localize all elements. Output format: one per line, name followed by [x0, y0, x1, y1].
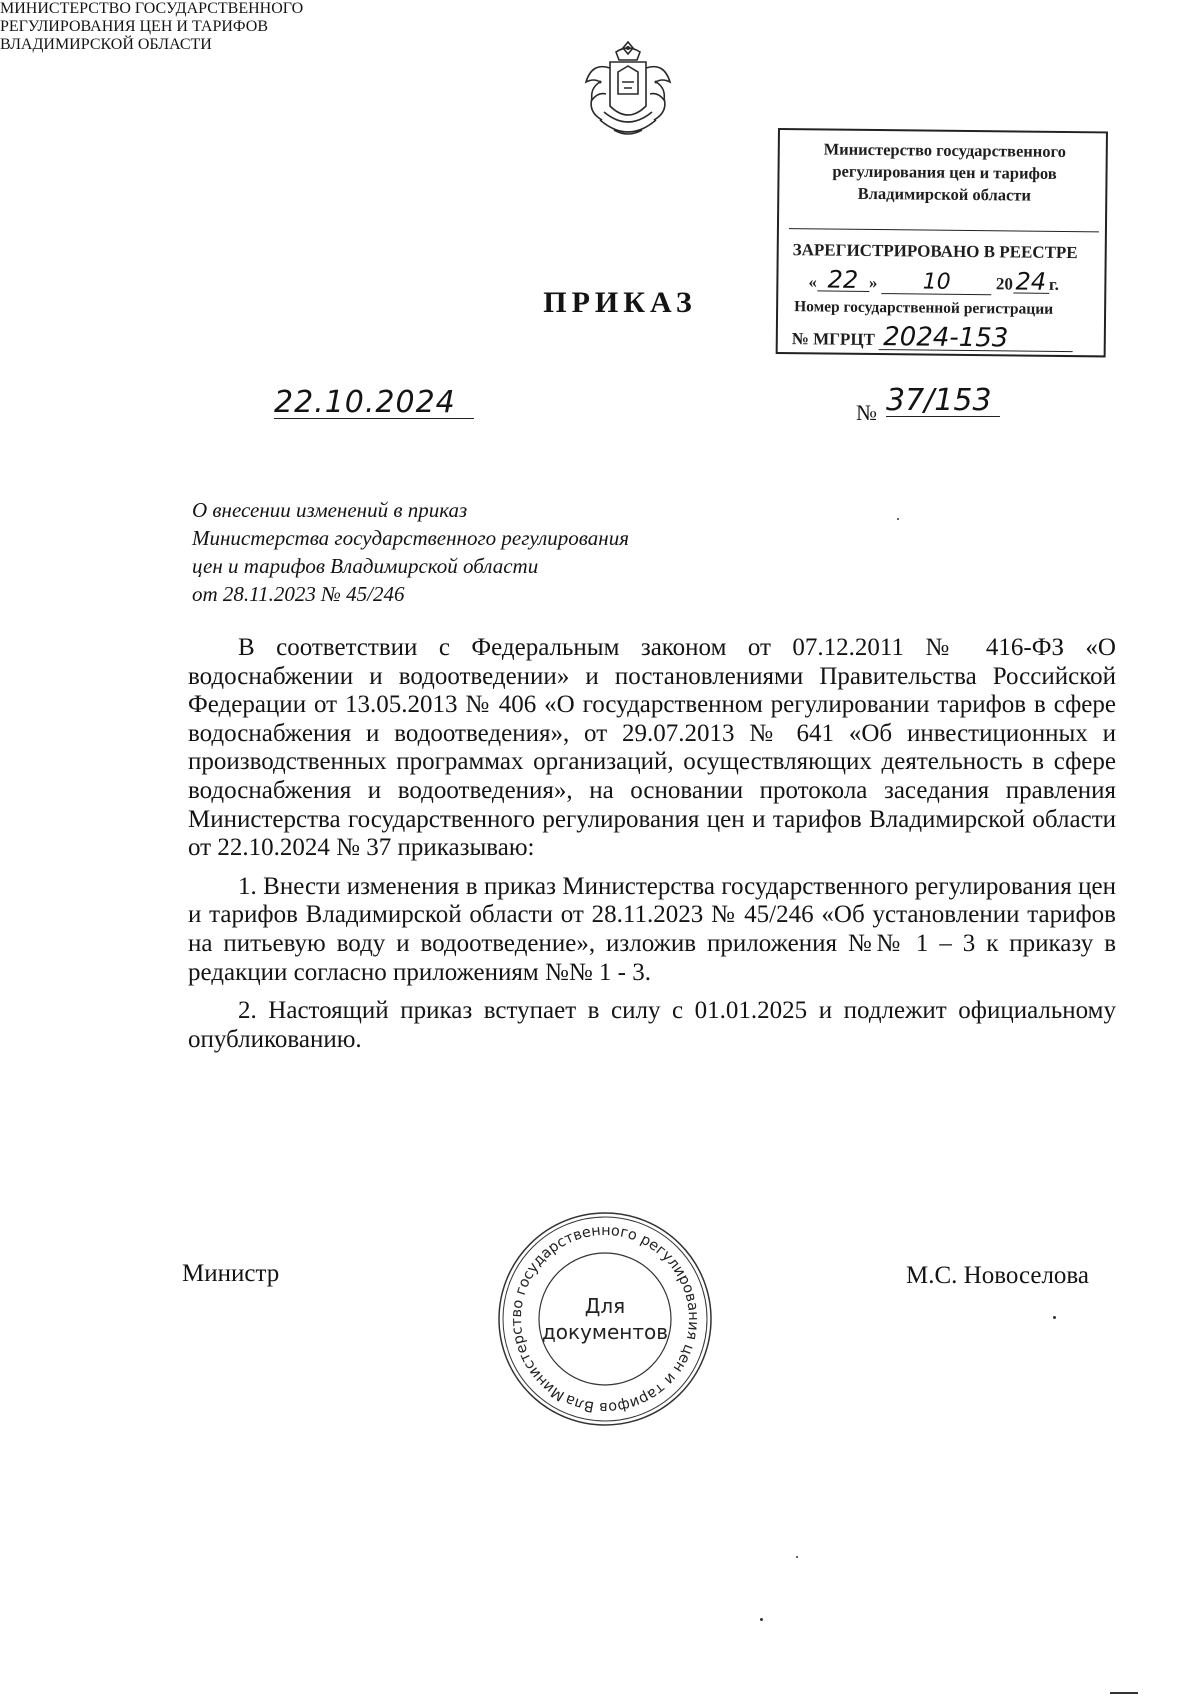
stamp-date-row: « 22 » 10 20 24 г. [808, 265, 1060, 296]
stamp-registration-number: 2024-153 [879, 325, 1073, 352]
stamp-registered-label: ЗАРЕГИСТРИРОВАНО В РЕЕСТРЕ [792, 240, 1078, 263]
subject-line: от 28.11.2023 № 45/246 [192, 582, 405, 606]
stamp-year-suffix: 24 [1013, 270, 1049, 293]
subject-line: Министерства государственного регулирования [192, 526, 629, 550]
round-seal [496, 1210, 714, 1428]
order-subject [192, 496, 629, 608]
stamp-number-caption: Номер государственной регистрации [794, 298, 1054, 318]
scan-speck [1110, 1692, 1138, 1694]
stamp-number-prefix: № МГРЦТ [791, 329, 876, 350]
stamp-year-end: г. [1048, 274, 1060, 294]
seal-ring-text: Министерство государственного регулирования цен и тарифов Владимирской [508, 1222, 702, 1416]
registration-stamp [776, 128, 1108, 357]
seal-center-line-1: Для [584, 1294, 626, 1318]
subject-line: О внесении изменений в приказ [192, 498, 468, 522]
stamp-day: 22 [817, 268, 869, 292]
stamp-number-row [792, 324, 1074, 352]
stamp-year-prefix: 20 [995, 274, 1013, 294]
stamp-divider [789, 228, 1099, 232]
ministry-name-line-2: РЕГУЛИРОВАНИЯ ЦЕН И ТАРИФОВ [0, 18, 268, 35]
order-number: 37/153 [886, 386, 1000, 417]
document-type-title: ПРИКАЗ [543, 286, 697, 319]
stamp-month: 10 [882, 271, 992, 295]
registration-stamp-authority [789, 138, 1100, 207]
scan-speck [760, 1618, 763, 1621]
signer-name: М.С. Новоселова [906, 1262, 1090, 1289]
scan-speck [1053, 1316, 1056, 1319]
stamp-line-2: регулирования цен и тарифов [832, 161, 1057, 183]
order-date: 22.10.2024 [274, 388, 474, 419]
stamp-line-3: Владимирской области [857, 183, 1032, 205]
seal-ring [496, 1210, 714, 1428]
preamble-paragraph: В соответствии с Федеральным законом от 07.12.2011 № 416-ФЗ «О водоснабжении и водоотведении» и постановлениями Правительства Российской Федерации от 13.05.2013 № 406 «О государственном регулировании тарифов в сфере водоснабжения и водоотведения», от 29.07.2013 № 641 «Об инвестиционных и производственных программах организаций, осуществляющих деятельность в сфере водоснабжения и водоотведения», на основании протокола заседания правления Министерства государственного регулирования цен и тарифов Владимирской области от 22.10.2024 № 37 приказываю: [188, 634, 1116, 862]
svg-text:Министерство государственного [496, 1210, 714, 1428]
coat-of-arms-emblem [580, 38, 676, 142]
subject-line: цен и тарифов Владимирской области [192, 554, 539, 578]
scan-speck [897, 518, 899, 520]
seal-center-line-2: документов [541, 1320, 669, 1344]
order-number-label: № [856, 400, 877, 425]
order-item-2: 2. Настоящий приказ вступает в силу с 01.01.2025 и подлежит официальному опубликованию. [188, 997, 1116, 1053]
ministry-name-line-1: МИНИСТЕРСТВО ГОСУДАРСТВЕННОГО [0, 0, 304, 17]
ministry-name-line-3: ВЛАДИМИРСКОЙ ОБЛАСТИ [0, 36, 212, 53]
order-body [188, 634, 1116, 1054]
signer-title: Министр [182, 1260, 280, 1287]
scan-speck [796, 1556, 798, 1558]
order-item-1: 1. Внести изменения в приказ Министерства государственного регулирования цен и тарифов Владимирской области от 28.11.2023 № 45/246 «Об установлении тарифов на питьевую воду и водоотведение», изложив приложения №№ 1 – 3 к приказу в редакции согласно приложениям №№ 1 - 3. [188, 872, 1116, 986]
stamp-line-1: Министерство государственного [823, 139, 1067, 162]
